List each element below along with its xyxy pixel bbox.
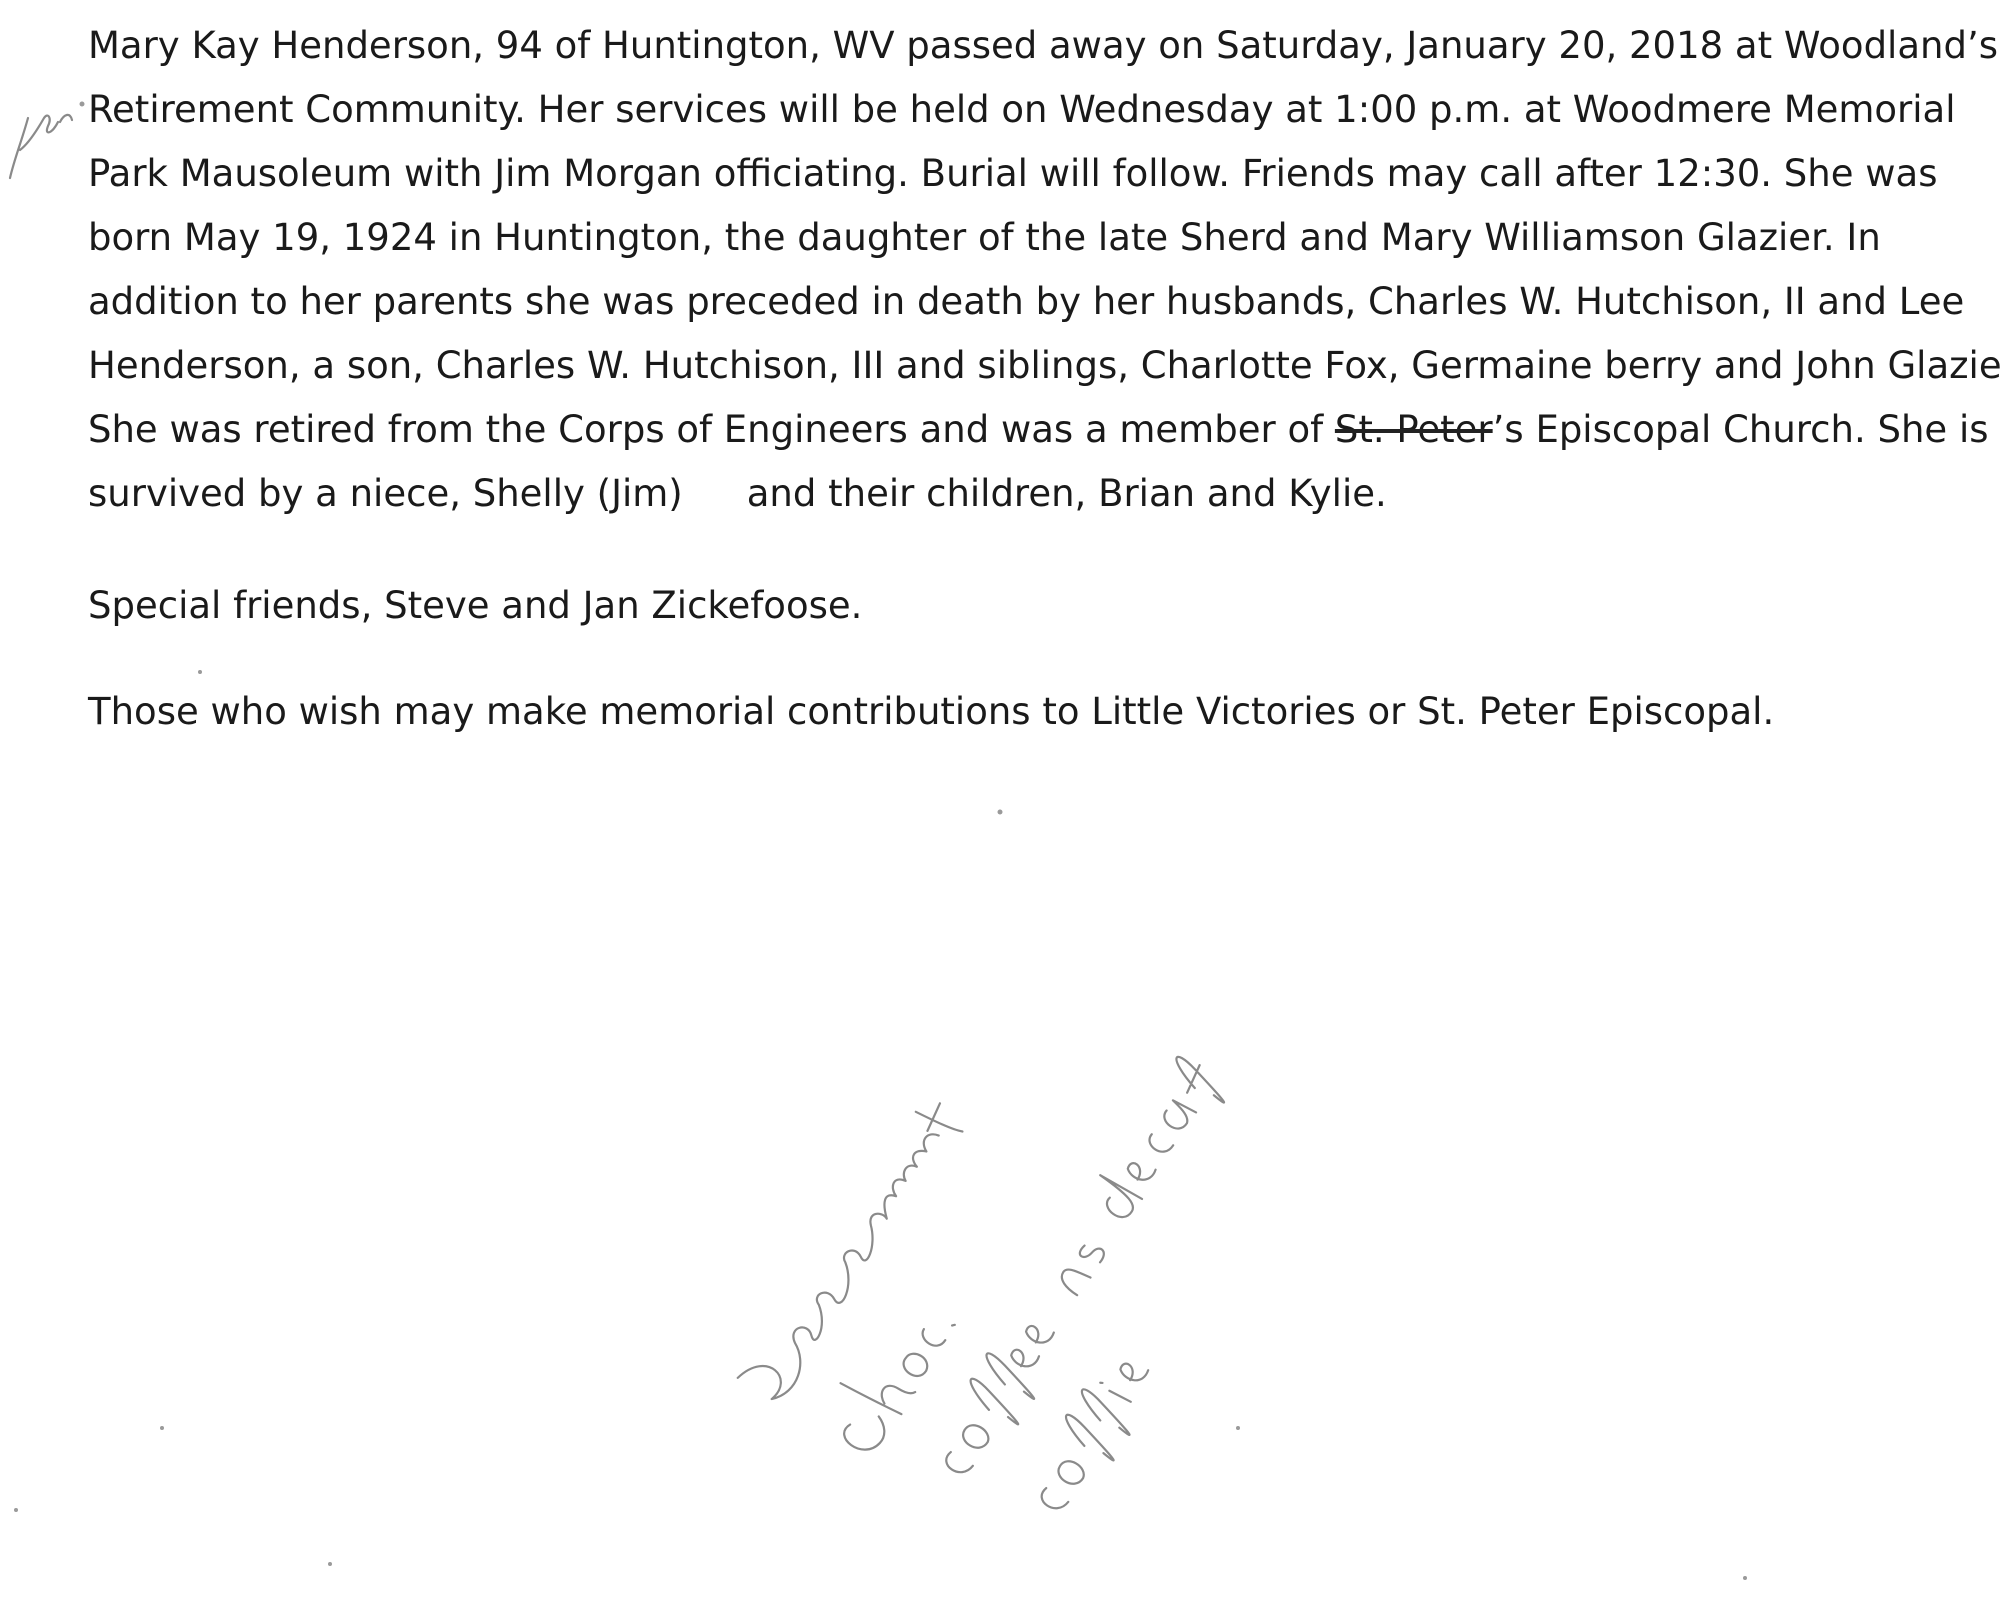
- obituary-line-6: Henderson, a son, Charles W. Hutchison, III and siblings, Charlotte Fox, Germaine berry and John Glazie: [88, 344, 2002, 387]
- line-8-part-1: survived by a niece, Shelly (Jim): [88, 472, 683, 515]
- obituary-line-8: [88, 462, 2003, 526]
- obituary-line-4: born May 19, 1924 in Huntington, the daughter of the late Sherd and Mary Williamson Glazier. In: [88, 216, 1881, 259]
- margin-scribble-icon: [10, 102, 85, 179]
- struck-out-text: St. Peter: [1334, 408, 1493, 451]
- line-8-part-2: and their children, Brian and Kylie.: [746, 472, 1387, 515]
- obituary-line-3: Park Mausoleum with Jim Morgan officiating. Burial will follow. Friends may call after 12:30. She was: [88, 152, 1938, 195]
- obituary-line-1: Mary Kay Henderson, 94 of Huntington, WV passed away on Saturday, January 20, 2018 at Woodland’s: [88, 24, 1998, 67]
- obituary-line-7: [88, 398, 2003, 462]
- obituary-line-2: Retirement Community. Her services will be held on Wednesday at 1:00 p.m. at Woodmere Memorial: [88, 88, 1956, 131]
- handwritten-note-icon: [738, 945, 1316, 1570]
- contributions-paragraph: Those who wish may make memorial contributions to Little Victories or St. Peter Episcopal.: [88, 690, 1775, 733]
- obituary-paragraph: [88, 14, 2003, 526]
- special-friends-paragraph: Special friends, Steve and Jan Zickefoose.: [88, 584, 863, 627]
- line-7-before: She was retired from the Corps of Engineers and was a member of: [88, 408, 1335, 451]
- line-7-after: ’s Episcopal Church. She is: [1492, 408, 1989, 451]
- obituary-line-5: addition to her parents she was preceded in death by her husbands, Charles W. Hutchison, II and Lee: [88, 280, 1965, 323]
